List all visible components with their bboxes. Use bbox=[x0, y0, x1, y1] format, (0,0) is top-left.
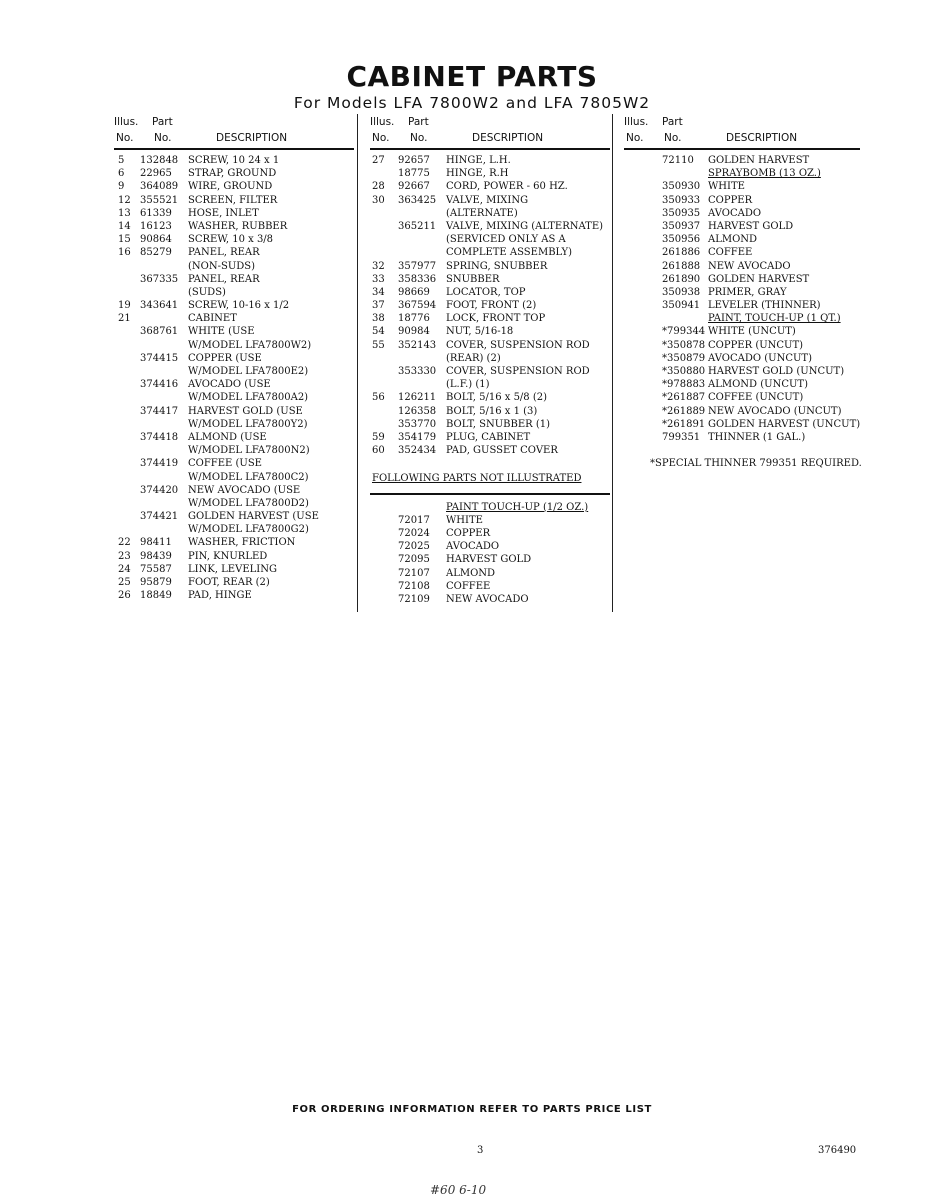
part-number: 374420 bbox=[140, 484, 179, 496]
part-description: SCREEN, FILTER bbox=[188, 194, 278, 206]
part-description: COPPER (USE bbox=[188, 352, 262, 364]
part-description: COFFEE bbox=[708, 247, 753, 259]
part-description: AVOCADO (UNCUT) bbox=[708, 352, 812, 364]
part-description: WIRE, GROUND bbox=[188, 181, 273, 193]
part-number: 353330 bbox=[398, 366, 437, 377]
part-description: VALVE, MIXING (ALTERNATE) bbox=[446, 220, 604, 232]
part-description: (ALTERNATE) bbox=[446, 207, 518, 219]
header-illus: Illus. bbox=[624, 116, 649, 128]
part-number: 98439 bbox=[140, 550, 172, 562]
part-number: 98411 bbox=[140, 537, 172, 549]
part-number: 90984 bbox=[398, 326, 430, 338]
header-part: Part bbox=[662, 116, 683, 128]
column-header bbox=[114, 116, 354, 148]
part-number: 354179 bbox=[398, 431, 437, 443]
illus-number: 14 bbox=[118, 220, 131, 232]
page-number: 3 bbox=[477, 1145, 484, 1156]
illus-number: 25 bbox=[118, 577, 131, 588]
part-number: *799344 bbox=[662, 326, 706, 338]
part-number: *978883 bbox=[662, 379, 706, 391]
part-description: (SERVICED ONLY AS A bbox=[446, 234, 566, 246]
part-description: COFFEE (USE bbox=[188, 458, 262, 470]
part-description: PAD, GUSSET COVER bbox=[446, 445, 558, 457]
part-description: W/MODEL LFA7800N2) bbox=[188, 445, 310, 457]
part-description: AVOCADO (USE bbox=[188, 379, 271, 391]
section-heading-text: FOLLOWING PARTS NOT ILLUSTRATED bbox=[372, 472, 582, 484]
part-description: LEVELER (THINNER) bbox=[708, 300, 821, 312]
part-description: (SUDS) bbox=[188, 286, 226, 298]
part-number: 72109 bbox=[398, 594, 430, 605]
part-description: W/MODEL LFA7800A2) bbox=[188, 392, 309, 404]
part-description: SPRAYBOMB (13 OZ.) bbox=[708, 168, 821, 180]
part-description: HARVEST GOLD bbox=[708, 220, 794, 232]
header-no: No. bbox=[664, 132, 682, 144]
part-description: WHITE bbox=[708, 181, 745, 193]
part-description: GOLDEN HARVEST (UNCUT) bbox=[708, 418, 861, 430]
part-number: 126211 bbox=[398, 392, 437, 404]
part-number: 374421 bbox=[140, 511, 179, 523]
part-description: PANEL, REAR bbox=[188, 273, 260, 285]
part-number: 350933 bbox=[662, 194, 701, 206]
illus-number: 23 bbox=[118, 550, 131, 562]
header-no: No. bbox=[626, 132, 644, 144]
part-description: W/MODEL LFA7800D2) bbox=[188, 497, 309, 509]
part-description: VALVE, MIXING bbox=[446, 194, 529, 206]
part-number: 90864 bbox=[140, 234, 172, 246]
part-description: SCREW, 10 24 x 1 bbox=[188, 155, 280, 166]
part-description: PAINT TOUCH-UP (1/2 OZ.) bbox=[446, 501, 589, 513]
illus-number: 13 bbox=[118, 207, 131, 219]
part-description: LOCK, FRONT TOP bbox=[446, 313, 546, 325]
part-description: ALMOND (UNCUT) bbox=[708, 379, 808, 391]
part-number: 365211 bbox=[398, 220, 437, 232]
header-part: Part bbox=[408, 116, 429, 128]
part-number: *261887 bbox=[662, 392, 706, 404]
part-description: (REAR) (2) bbox=[446, 352, 501, 364]
part-number: *261891 bbox=[662, 418, 706, 430]
part-description: NEW AVOCADO (UNCUT) bbox=[708, 405, 842, 417]
illus-number: 55 bbox=[372, 339, 385, 351]
part-description: (L.F.) (1) bbox=[446, 379, 490, 391]
part-description: ALMOND bbox=[446, 567, 496, 579]
illus-number: 27 bbox=[372, 155, 385, 166]
part-number: 350930 bbox=[662, 181, 701, 193]
part-number: 92657 bbox=[398, 155, 430, 166]
illus-number: 60 bbox=[372, 445, 385, 457]
part-description: NEW AVOCADO bbox=[708, 260, 791, 272]
part-description: FOOT, REAR (2) bbox=[188, 577, 270, 588]
header-illus: Illus. bbox=[114, 116, 139, 128]
parts-column-2 bbox=[370, 116, 610, 605]
part-number: 126358 bbox=[398, 405, 437, 417]
part-description: NEW AVOCADO (USE bbox=[188, 484, 301, 496]
part-description: WASHER, FRICTION bbox=[188, 537, 296, 549]
document-number: 376490 bbox=[818, 1145, 857, 1156]
part-number: 261888 bbox=[662, 260, 701, 272]
part-description: COMPLETE ASSEMBLY) bbox=[446, 247, 573, 259]
part-number: 352434 bbox=[398, 445, 437, 457]
part-description: PANEL, REAR bbox=[188, 247, 260, 259]
part-description: SCREW, 10-16 x 1/2 bbox=[188, 300, 290, 312]
header-description: DESCRIPTION bbox=[726, 132, 798, 144]
header-no: No. bbox=[116, 132, 134, 144]
part-description: COPPER bbox=[446, 528, 491, 540]
part-number: 261886 bbox=[662, 247, 701, 259]
illus-number: 24 bbox=[118, 563, 131, 575]
part-description: BOLT, SNUBBER (1) bbox=[446, 418, 551, 430]
column-divider bbox=[357, 114, 358, 612]
part-description: NUT, 5/16-18 bbox=[446, 326, 514, 338]
part-description: GOLDEN HARVEST bbox=[708, 273, 810, 285]
illus-number: 15 bbox=[118, 234, 131, 246]
part-number: 364089 bbox=[140, 181, 179, 193]
header-illus: Illus. bbox=[370, 116, 395, 128]
part-number: 363425 bbox=[398, 194, 437, 206]
part-description: WHITE (USE bbox=[188, 326, 255, 338]
part-number: 374419 bbox=[140, 458, 179, 470]
part-description: W/MODEL LFA7800W2) bbox=[188, 339, 312, 351]
part-description: SCREW, 10 x 3/8 bbox=[188, 234, 274, 246]
part-description: ALMOND bbox=[708, 234, 758, 246]
header-no: No. bbox=[410, 132, 428, 144]
part-description: COFFEE bbox=[446, 580, 491, 592]
page-title: CABINET PARTS bbox=[346, 60, 598, 93]
part-number: 368761 bbox=[140, 326, 179, 338]
part-description: PLUG, CABINET bbox=[446, 431, 531, 443]
part-number: *261889 bbox=[662, 405, 706, 417]
part-description: COPPER (UNCUT) bbox=[708, 339, 804, 351]
part-number: 61339 bbox=[140, 207, 172, 219]
part-number: 374418 bbox=[140, 431, 179, 443]
header-description: DESCRIPTION bbox=[472, 132, 544, 144]
parts-column-1 bbox=[114, 116, 354, 602]
part-number: 357977 bbox=[398, 260, 437, 272]
illus-number: 22 bbox=[118, 537, 131, 549]
header-description: DESCRIPTION bbox=[216, 132, 288, 144]
part-description: GOLDEN HARVEST (USE bbox=[188, 511, 319, 523]
part-description: LINK, LEVELING bbox=[188, 563, 277, 575]
part-number: 92667 bbox=[398, 181, 430, 193]
part-description: WHITE bbox=[446, 514, 483, 526]
part-number: 350935 bbox=[662, 207, 701, 219]
part-description: NEW AVOCADO bbox=[446, 594, 529, 605]
illus-number: 26 bbox=[118, 590, 131, 602]
part-number: 374415 bbox=[140, 352, 179, 364]
part-number: 358336 bbox=[398, 273, 437, 285]
part-description: LOCATOR, TOP bbox=[446, 286, 526, 298]
part-number: 16123 bbox=[140, 220, 172, 232]
part-description: W/MODEL LFA7800Y2) bbox=[188, 418, 308, 430]
part-number: 374416 bbox=[140, 379, 179, 391]
part-description: W/MODEL LFA7800G2) bbox=[188, 524, 309, 536]
part-number: 72025 bbox=[398, 541, 430, 553]
illus-number: 16 bbox=[118, 247, 131, 259]
part-number: 261890 bbox=[662, 273, 701, 285]
header-part: Part bbox=[152, 116, 173, 128]
part-number: 85279 bbox=[140, 247, 172, 259]
thinner-note-text: *SPECIAL THINNER 799351 REQUIRED. bbox=[650, 458, 862, 470]
part-description: WHITE (UNCUT) bbox=[708, 326, 796, 338]
part-description: HARVEST GOLD (UNCUT) bbox=[708, 366, 845, 377]
illus-number: 30 bbox=[372, 194, 385, 206]
part-number: 98669 bbox=[398, 286, 430, 298]
page-subtitle: For Models LFA 7800W2 and LFA 7805W2 bbox=[293, 94, 651, 112]
part-number: 72107 bbox=[398, 567, 430, 579]
part-description: (NON-SUDS) bbox=[188, 260, 256, 272]
part-number: 343641 bbox=[140, 300, 179, 312]
part-number: 352143 bbox=[398, 339, 437, 351]
illus-number: 54 bbox=[372, 326, 385, 338]
part-description: THINNER (1 GAL.) bbox=[708, 431, 806, 443]
part-number: 18776 bbox=[398, 313, 430, 325]
illus-number: 38 bbox=[372, 313, 385, 325]
part-description: SPRING, SNUBBER bbox=[446, 260, 548, 272]
part-number: 132848 bbox=[140, 155, 179, 166]
part-number: *350879 bbox=[662, 352, 706, 364]
part-number: 350941 bbox=[662, 300, 701, 312]
header-no: No. bbox=[372, 132, 390, 144]
illus-number: 21 bbox=[118, 313, 131, 325]
illus-number: 6 bbox=[118, 168, 125, 180]
ordering-footer: FOR ORDERING INFORMATION REFER TO PARTS PRICE LIST bbox=[292, 1104, 652, 1115]
part-number: 75587 bbox=[140, 563, 172, 575]
part-number: 72024 bbox=[398, 528, 430, 540]
header-rule bbox=[370, 148, 610, 150]
part-number: 18849 bbox=[140, 590, 172, 602]
illus-number: 28 bbox=[372, 181, 385, 193]
part-description: FOOT, FRONT (2) bbox=[446, 300, 537, 312]
part-number: 367335 bbox=[140, 273, 179, 285]
illus-number: 34 bbox=[372, 286, 385, 298]
illus-number: 32 bbox=[372, 260, 385, 272]
part-description: COVER, SUSPENSION ROD bbox=[446, 366, 590, 377]
part-number: 367594 bbox=[398, 300, 437, 312]
part-description: BOLT, 5/16 x 1 (3) bbox=[446, 405, 538, 417]
part-number: 799351 bbox=[662, 431, 701, 443]
part-number: 350956 bbox=[662, 234, 701, 246]
part-number: 355521 bbox=[140, 194, 179, 206]
illus-number: 33 bbox=[372, 273, 385, 285]
part-description: COFFEE (UNCUT) bbox=[708, 392, 804, 404]
illus-number: 9 bbox=[118, 181, 125, 193]
part-description: PAD, HINGE bbox=[188, 590, 252, 602]
part-description: HARVEST GOLD (USE bbox=[188, 405, 303, 417]
part-description: PIN, KNURLED bbox=[188, 550, 268, 562]
part-number: 353770 bbox=[398, 418, 437, 430]
part-description: W/MODEL LFA7800C2) bbox=[188, 471, 309, 483]
part-number: 72110 bbox=[662, 155, 694, 166]
part-number: 72095 bbox=[398, 554, 430, 566]
column-header bbox=[370, 116, 610, 148]
part-number: 72017 bbox=[398, 514, 430, 526]
part-description: W/MODEL LFA7800E2) bbox=[188, 366, 309, 377]
part-description: BOLT, 5/16 x 5/8 (2) bbox=[446, 392, 548, 404]
part-description: HINGE, R.H bbox=[446, 168, 509, 180]
part-number: 374417 bbox=[140, 405, 179, 417]
part-description: HARVEST GOLD bbox=[446, 554, 532, 566]
illus-number: 59 bbox=[372, 431, 385, 443]
part-number: *350878 bbox=[662, 339, 706, 351]
column-divider bbox=[612, 114, 613, 612]
handwritten-note: #60 6-10 bbox=[430, 1183, 487, 1197]
part-description: COVER, SUSPENSION ROD bbox=[446, 339, 590, 351]
illus-number: 19 bbox=[118, 300, 131, 312]
illus-number: 56 bbox=[372, 392, 385, 404]
part-description: AVOCADO bbox=[446, 541, 500, 553]
part-description: WASHER, RUBBER bbox=[188, 220, 288, 232]
part-number: 72108 bbox=[398, 580, 430, 592]
illus-number: 5 bbox=[118, 155, 125, 166]
part-number: 350937 bbox=[662, 220, 701, 232]
part-number: 95879 bbox=[140, 577, 172, 588]
part-description: SNUBBER bbox=[446, 273, 500, 285]
illus-number: 37 bbox=[372, 300, 385, 312]
part-description: AVOCADO bbox=[708, 207, 762, 219]
part-description: HOSE, INLET bbox=[188, 207, 259, 219]
rule-line bbox=[370, 493, 610, 495]
part-description: ALMOND (USE bbox=[188, 431, 267, 443]
part-description: COPPER bbox=[708, 194, 753, 206]
column-header bbox=[624, 116, 864, 148]
header-rule bbox=[624, 148, 860, 150]
header-rule bbox=[114, 148, 354, 150]
part-description: CORD, POWER - 60 HZ. bbox=[446, 181, 568, 193]
parts-column-3 bbox=[624, 116, 864, 470]
illus-number: 12 bbox=[118, 194, 131, 206]
part-number: 350938 bbox=[662, 286, 701, 298]
part-number: 22965 bbox=[140, 168, 172, 180]
part-number: 18775 bbox=[398, 168, 430, 180]
part-description: PAINT, TOUCH-UP (1 QT.) bbox=[708, 313, 841, 325]
part-number: *350880 bbox=[662, 366, 706, 377]
part-description: GOLDEN HARVEST bbox=[708, 155, 810, 166]
header-no: No. bbox=[154, 132, 172, 144]
part-description: HINGE, L.H. bbox=[446, 155, 511, 166]
part-description: PRIMER, GRAY bbox=[708, 286, 787, 298]
part-description: STRAP, GROUND bbox=[188, 168, 277, 180]
part-description: CABINET bbox=[188, 313, 237, 325]
